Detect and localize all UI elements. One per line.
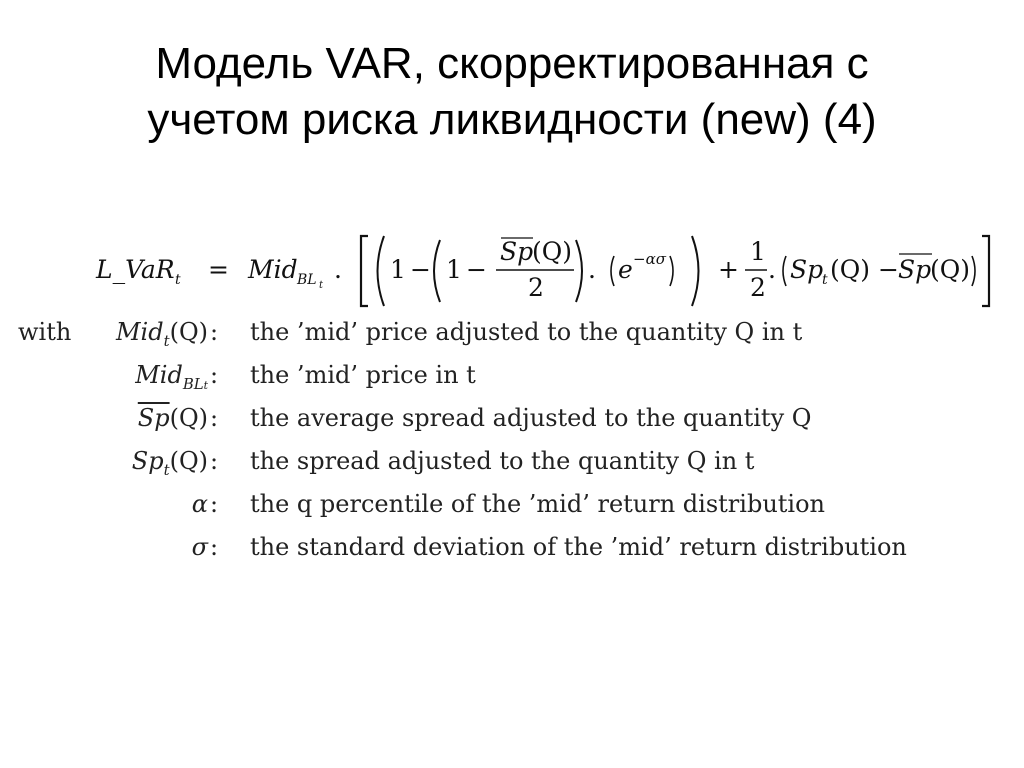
right-square-bracket: [982, 236, 989, 306]
formula-dot-2: .: [588, 255, 596, 284]
formula-mid-sub: BL: [297, 272, 317, 288]
def-symbol-main: Sp: [131, 447, 164, 475]
definition-row: [18, 484, 1008, 526]
definition-row: [18, 527, 1008, 569]
formula-minus-3: −: [878, 255, 899, 284]
with-label: with: [18, 318, 72, 346]
frac-den: 2: [528, 273, 544, 302]
formula-lhs: L_VaR: [96, 255, 175, 284]
left-paren-exp: [611, 256, 614, 286]
def-colon: :: [210, 318, 219, 346]
def-symbol: [132, 447, 208, 479]
left-paren-outer: [378, 236, 385, 306]
def-description: the standard deviation of the ’mid’ return distribution: [250, 533, 907, 561]
def-description: the spread adjusted to the quantity Q in t: [250, 447, 755, 475]
formula-equals: =: [208, 255, 229, 284]
sp-avg-q: (Q): [930, 255, 971, 284]
def-colon: :: [210, 404, 219, 432]
formula-svg: [96, 226, 1006, 312]
half-num: 1: [750, 237, 766, 266]
def-description: the average spread adjusted to the quantity Q: [250, 404, 812, 432]
def-colon: :: [210, 533, 219, 561]
def-symbol-main: $\overline{Sp}$: [137, 404, 170, 432]
half-den: 2: [750, 273, 766, 302]
lvar-formula: [96, 226, 1006, 312]
sp-avg-symbol: Sp: [898, 255, 932, 284]
def-symbol: [138, 404, 208, 432]
definition-row: [18, 398, 1008, 440]
formula-one-2: 1: [446, 255, 462, 284]
def-colon: :: [210, 361, 219, 389]
formula-dot-3: .: [768, 255, 776, 284]
frac-num-sp: Sp: [500, 237, 534, 266]
def-symbol-arg: (Q): [169, 404, 208, 432]
formula-minus-1: −: [410, 255, 431, 284]
spt-symbol: Sp: [790, 255, 824, 284]
definition-row: [18, 355, 1008, 397]
def-description: the ’mid’ price in t: [250, 361, 476, 389]
def-symbol-sub: BL: [182, 374, 204, 393]
def-description: the ’mid’ price adjusted to the quantity Q in t: [250, 318, 803, 346]
formula-mid: Mid: [248, 255, 298, 284]
left-square-bracket: [361, 236, 368, 306]
right-paren-outer: [692, 236, 699, 306]
formula-one-1: 1: [390, 255, 406, 284]
formula-lhs-sub: t: [175, 272, 181, 288]
exp-power: −ασ: [633, 250, 666, 268]
left-paren-diff: [783, 256, 786, 286]
formula-mid-sub-t: t: [319, 280, 324, 291]
definition-row: [18, 312, 1008, 354]
title-line-1: Модель VAR, скорректированная с: [155, 39, 869, 88]
def-symbol: [135, 361, 208, 393]
formula-minus-2: −: [466, 255, 487, 284]
def-symbol-sub: t: [163, 331, 170, 350]
right-paren-inner: [576, 240, 582, 302]
def-symbol-main: Mid: [115, 318, 164, 346]
def-symbol-subsub: t: [203, 378, 208, 392]
definition-row: [18, 441, 1008, 483]
exp-base: e: [618, 255, 633, 284]
title-line-2: учетом риска ликвидности (new) (4): [147, 95, 877, 144]
def-symbol-main: α: [191, 490, 208, 518]
def-description: the q percentile of the ’mid’ return distribution: [250, 490, 826, 518]
spt-q: (Q): [830, 255, 871, 284]
frac-num-q: (Q): [532, 237, 573, 266]
right-paren-exp: [670, 256, 673, 286]
right-paren-diff: [972, 256, 975, 286]
def-symbol-main: σ: [191, 533, 208, 561]
def-colon: :: [210, 447, 219, 475]
def-symbol: [192, 490, 208, 518]
def-symbol-arg: (Q): [169, 447, 208, 475]
formula-plus: +: [718, 255, 739, 284]
def-symbol-sub: t: [163, 460, 170, 479]
def-symbol: [116, 318, 208, 350]
slide-title: [0, 36, 1024, 148]
def-symbol-main: Mid: [135, 361, 183, 389]
def-symbol-arg: (Q): [169, 318, 208, 346]
formula-dot-1: .: [334, 255, 342, 284]
def-symbol: [192, 533, 208, 561]
spt-sub: t: [822, 272, 828, 288]
def-colon: :: [210, 490, 219, 518]
left-paren-inner: [434, 240, 440, 302]
